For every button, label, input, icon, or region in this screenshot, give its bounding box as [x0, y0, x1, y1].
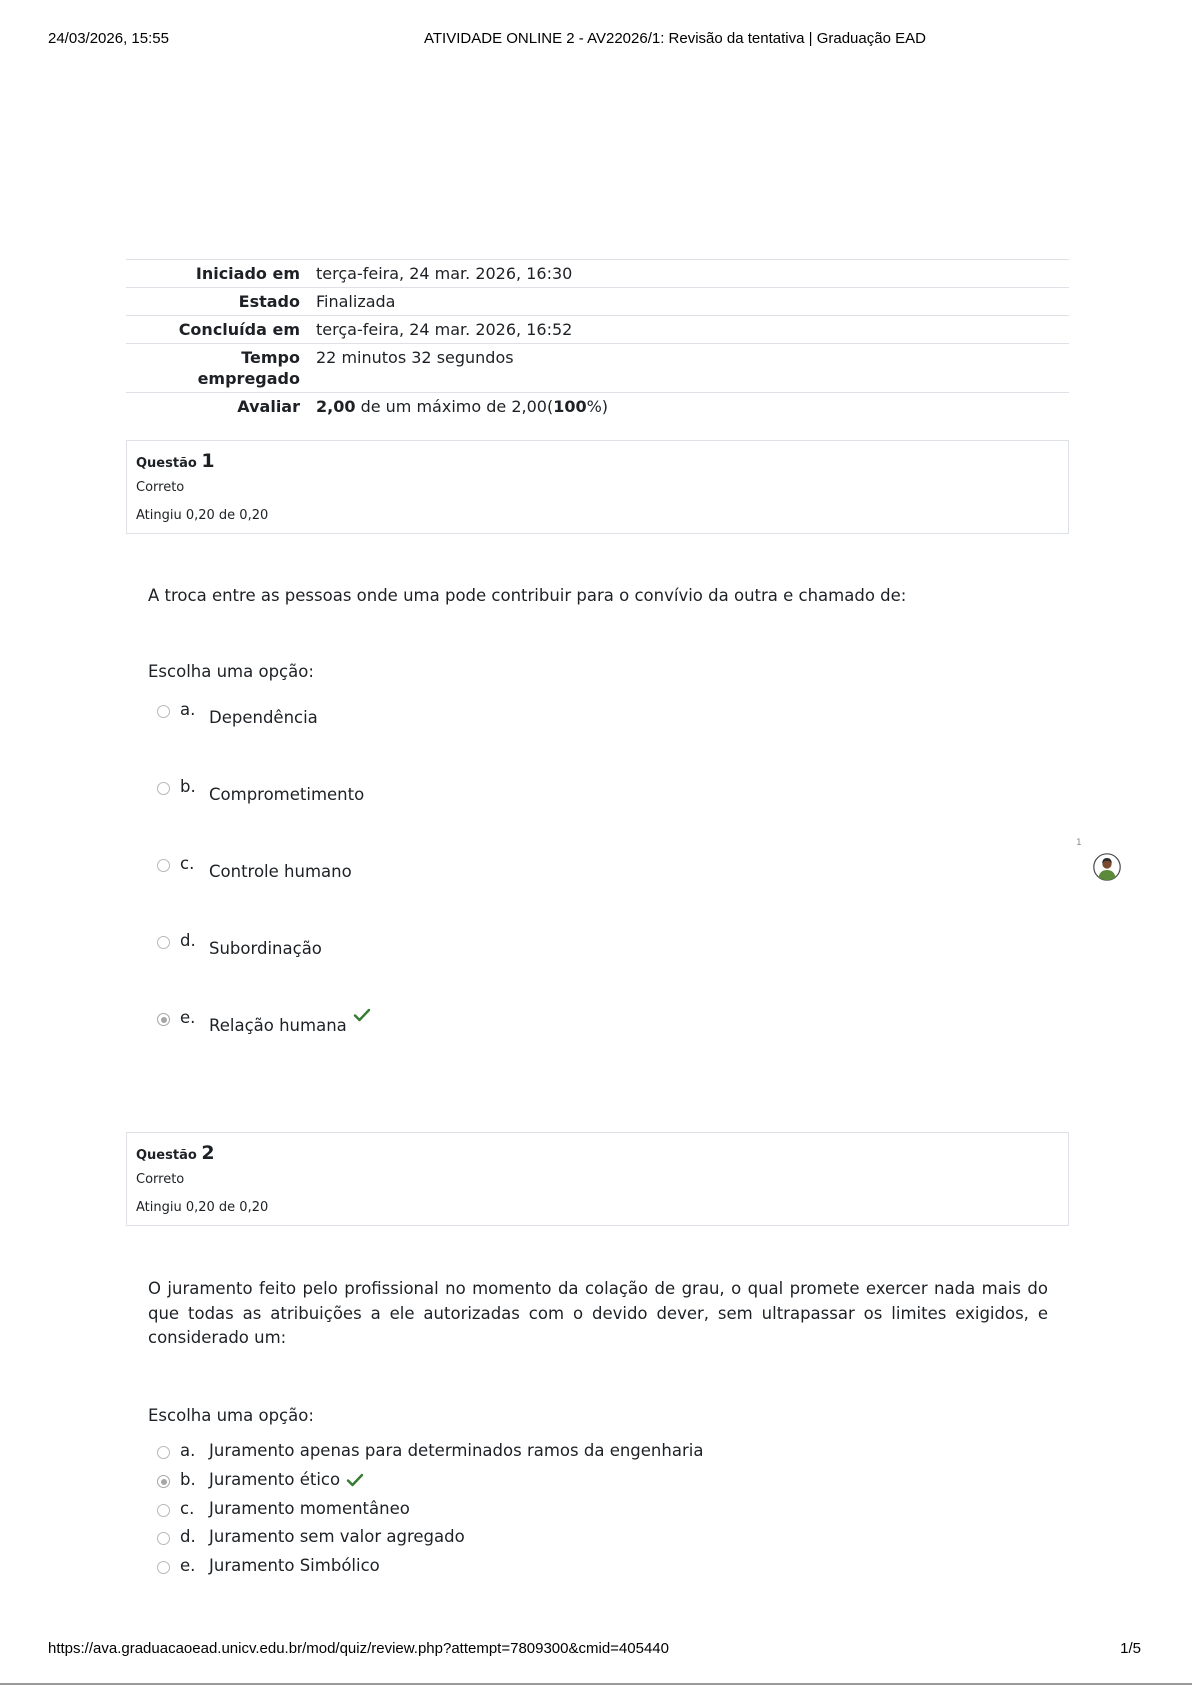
avatar-badge: 1 [1076, 838, 1082, 848]
option-text: Juramento apenas para determinados ramos da engenharia [209, 1441, 704, 1460]
radio-button[interactable] [157, 936, 170, 949]
summary-value: Finalizada [316, 288, 1069, 316]
user-avatar-icon[interactable] [1093, 853, 1121, 881]
option-letter: e. [180, 1556, 196, 1575]
radio-button-selected[interactable] [157, 1013, 170, 1026]
summary-row [126, 344, 1069, 393]
grade-score: 2,00 [316, 397, 356, 416]
summary-label: Concluída em [126, 316, 316, 344]
summary-row [126, 260, 1069, 288]
option-letter: d. [180, 931, 196, 950]
option-text: Juramento ético [209, 1470, 341, 1489]
option-letter: c. [180, 854, 195, 873]
radio-button[interactable] [157, 705, 170, 718]
radio-button[interactable] [157, 1532, 170, 1545]
summary-value: 22 minutos 32 segundos [316, 344, 1069, 393]
question-number [136, 1142, 215, 1164]
radio-button[interactable] [157, 1561, 170, 1574]
correct-check-icon [346, 1473, 364, 1487]
question-1-prompt: Escolha uma opção: [148, 662, 314, 681]
question-2-info [126, 1132, 1069, 1226]
grade-mid: de um máximo de 2,00( [355, 397, 554, 416]
summary-row [126, 393, 1069, 421]
print-header [48, 30, 1144, 50]
option-letter: b. [180, 777, 196, 796]
summary-row [126, 316, 1069, 344]
grade-percent: 100 [553, 397, 587, 416]
option-text-wrap [209, 1016, 371, 1035]
summary-row [126, 288, 1069, 316]
correct-check-icon [353, 1008, 371, 1022]
question-number-value: 2 [201, 1142, 215, 1164]
radio-button[interactable] [157, 859, 170, 872]
grade-end: %) [586, 397, 609, 416]
question-grade: Atingiu 0,20 de 0,20 [136, 1200, 269, 1215]
option-text: Controle humano [209, 862, 352, 881]
radio-button[interactable] [157, 782, 170, 795]
summary-value: terça-feira, 24 mar. 2026, 16:52 [316, 316, 1069, 344]
print-date: 24/03/2026, 15:55 [48, 30, 169, 47]
option-text: Relação humana [209, 1016, 347, 1035]
option-text-wrap [209, 1470, 364, 1489]
question-1-text: A troca entre as pessoas onde uma pode contribuir para o convívio da outra e chamado de: [148, 586, 907, 605]
page-number: 1/5 [1120, 1640, 1141, 1657]
question-state: Correto [136, 480, 185, 495]
summary-value [316, 393, 1069, 421]
question-2-text: O juramento feito pelo profissional no momento da colação de grau, o qual promete exercer nada mais do que todas as atribuições a ele autorizadas com o devido dever, sem ultrapassar os limites exigidos, e considerado um: [148, 1279, 1048, 1347]
radio-button[interactable] [157, 1446, 170, 1459]
page-url: https://ava.graduacaoead.unicv.edu.br/mod/quiz/review.php?attempt=7809300&cmid=405440 [48, 1640, 669, 1657]
option-text: Comprometimento [209, 785, 365, 804]
option-letter: d. [180, 1527, 196, 1546]
summary-label: Estado [126, 288, 316, 316]
option-text: Dependência [209, 708, 318, 727]
print-footer [48, 1640, 1144, 1660]
option-text: Juramento momentâneo [209, 1499, 410, 1518]
question-label: Questão [136, 1148, 197, 1163]
summary-label: Avaliar [126, 393, 316, 421]
question-number-value: 1 [201, 450, 215, 472]
option-letter: a. [180, 700, 196, 719]
question-number [136, 450, 215, 472]
attempt-summary-table [126, 259, 1069, 420]
option-letter: b. [180, 1470, 196, 1489]
print-title: ATIVIDADE ONLINE 2 - AV22026/1: Revisão da tentativa | Graduação EAD [424, 30, 926, 47]
question-grade: Atingiu 0,20 de 0,20 [136, 508, 269, 523]
radio-button-selected[interactable] [157, 1475, 170, 1488]
option-text: Subordinação [209, 939, 322, 958]
question-state: Correto [136, 1172, 185, 1187]
option-letter: c. [180, 1499, 195, 1518]
radio-button[interactable] [157, 1504, 170, 1517]
option-text: Juramento Simbólico [209, 1556, 380, 1575]
summary-label: Tempo empregado [126, 344, 316, 393]
option-letter: a. [180, 1441, 196, 1460]
option-letter: e. [180, 1008, 196, 1027]
question-1-info [126, 440, 1069, 534]
summary-label: Iniciado em [126, 260, 316, 288]
option-text: Juramento sem valor agregado [209, 1527, 465, 1546]
question-label: Questão [136, 456, 197, 471]
summary-value: terça-feira, 24 mar. 2026, 16:30 [316, 260, 1069, 288]
question-2-prompt: Escolha uma opção: [148, 1406, 314, 1425]
